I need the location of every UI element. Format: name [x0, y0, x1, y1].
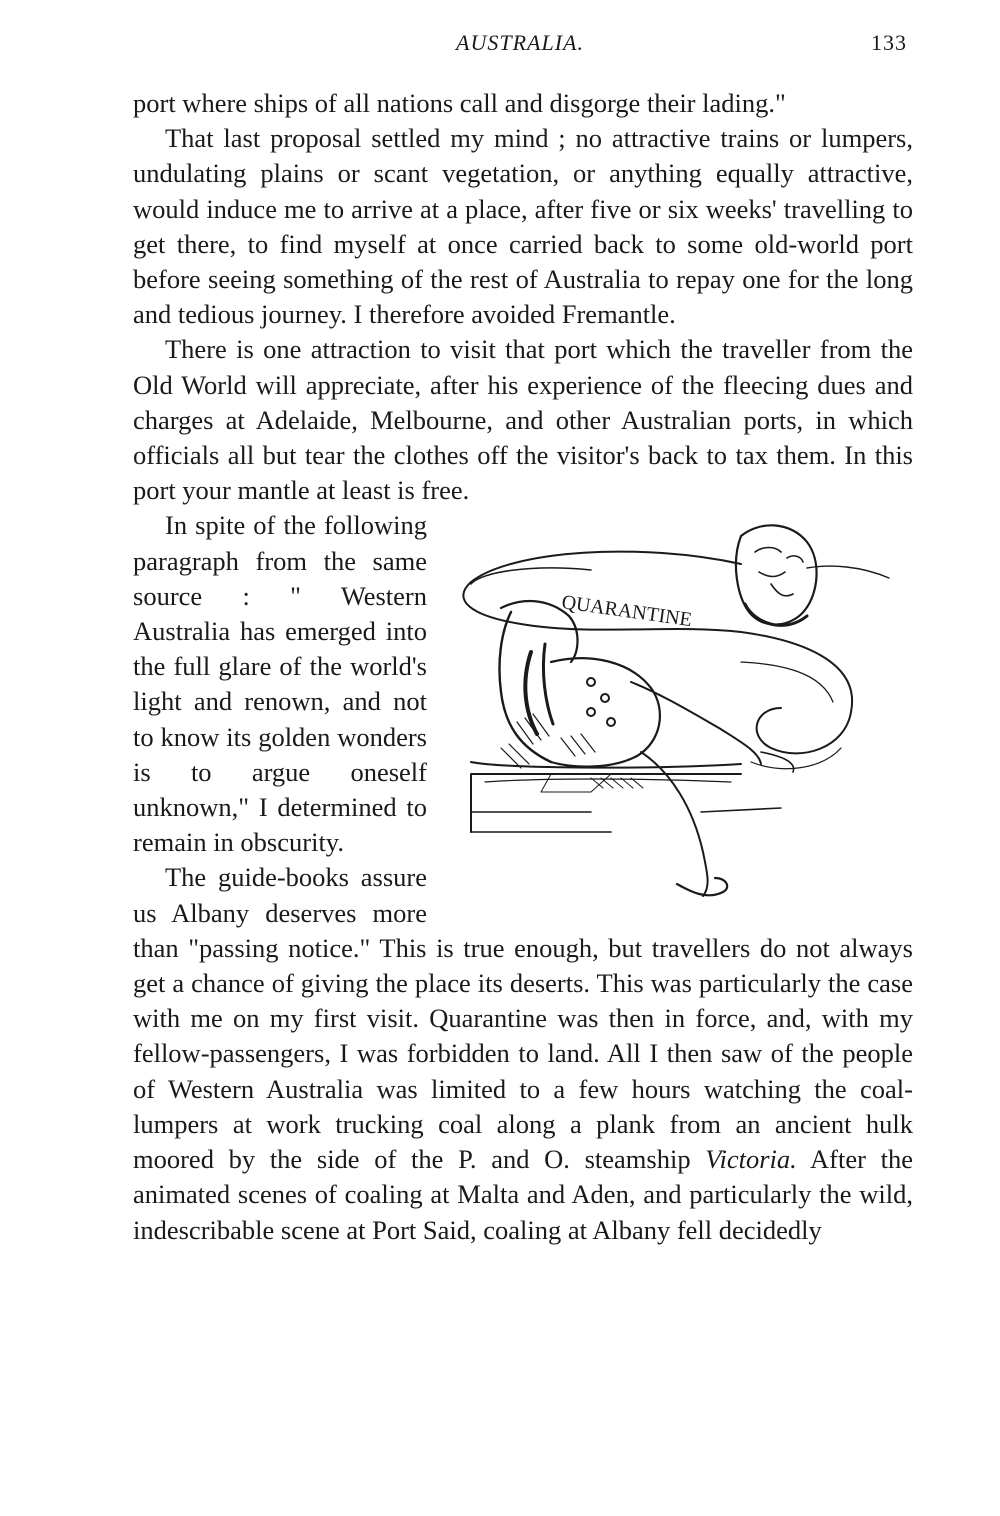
- paragraph-attraction-intro: [133, 332, 913, 508]
- paragraph-fremantle: That last proposal settled my mind ; no attractive trains or lumpers, undulating plains or scant vegetation, or anything equally attractive, would induce me to arrive at a place, after five or six weeks' travelling to get there, to find myself at once carried back to some old-world port before seeing something of the rest of Australia to repay one for the long and tedious journey. I therefore avoided Fremantle.: [133, 123, 913, 330]
- quarantine-lettering: [560, 592, 693, 632]
- paragraph-obscurity: In spite of the following paragraph from the same source : " Western Australia has emerged into the full glare of the world's light and renown, and not to know its golden wonders is to argue oneself unknown," I determined to remain in obscurity.: [133, 510, 427, 858]
- quarantine-illustration: [441, 512, 913, 920]
- paragraph-attraction: There is one attraction to visit that port which the traveller from the Old World will appreciate, after his experience of the fleecing dues and charges at Adelaide, Melbourne, and other Australian ports, in which officials all but tear the clothes off the visitor's back to tax them. In this port your mantle at least is free.: [133, 334, 913, 506]
- running-title: AUSTRALIA.: [456, 30, 584, 55]
- page-number: 133: [871, 30, 907, 55]
- smoke-lettering: QUARANTINE: [560, 591, 694, 632]
- page-header: [133, 30, 907, 64]
- quarantine-drawing: [441, 512, 913, 920]
- albany-text-b: After the animated scenes of coaling at Malta and Aden, and particularly the wild, indescribable scene at Port Said, coaling at Albany fell decidedly: [133, 1144, 913, 1245]
- ship-name: Victoria.: [705, 1144, 797, 1175]
- body-text: [133, 86, 913, 1248]
- albany-text-a: The guide-books assure us Albany deserves more than "passing notice." This is true enough, but travellers do not always get a chance of giving the place its deserts. This was particularly the case with me on my first visit. Quarantine was then in force, and, with my fellow-passengers, I was forbidden to land. All I then saw of the people of Western Australia was limited to a few hours watching the coal-lumpers at work trucking coal along a plank from an ancient hulk moored by the side of the P. and O. steamship: [133, 862, 913, 1175]
- paragraph-continued: port where ships of all nations call and disgorge their lading.": [133, 88, 786, 118]
